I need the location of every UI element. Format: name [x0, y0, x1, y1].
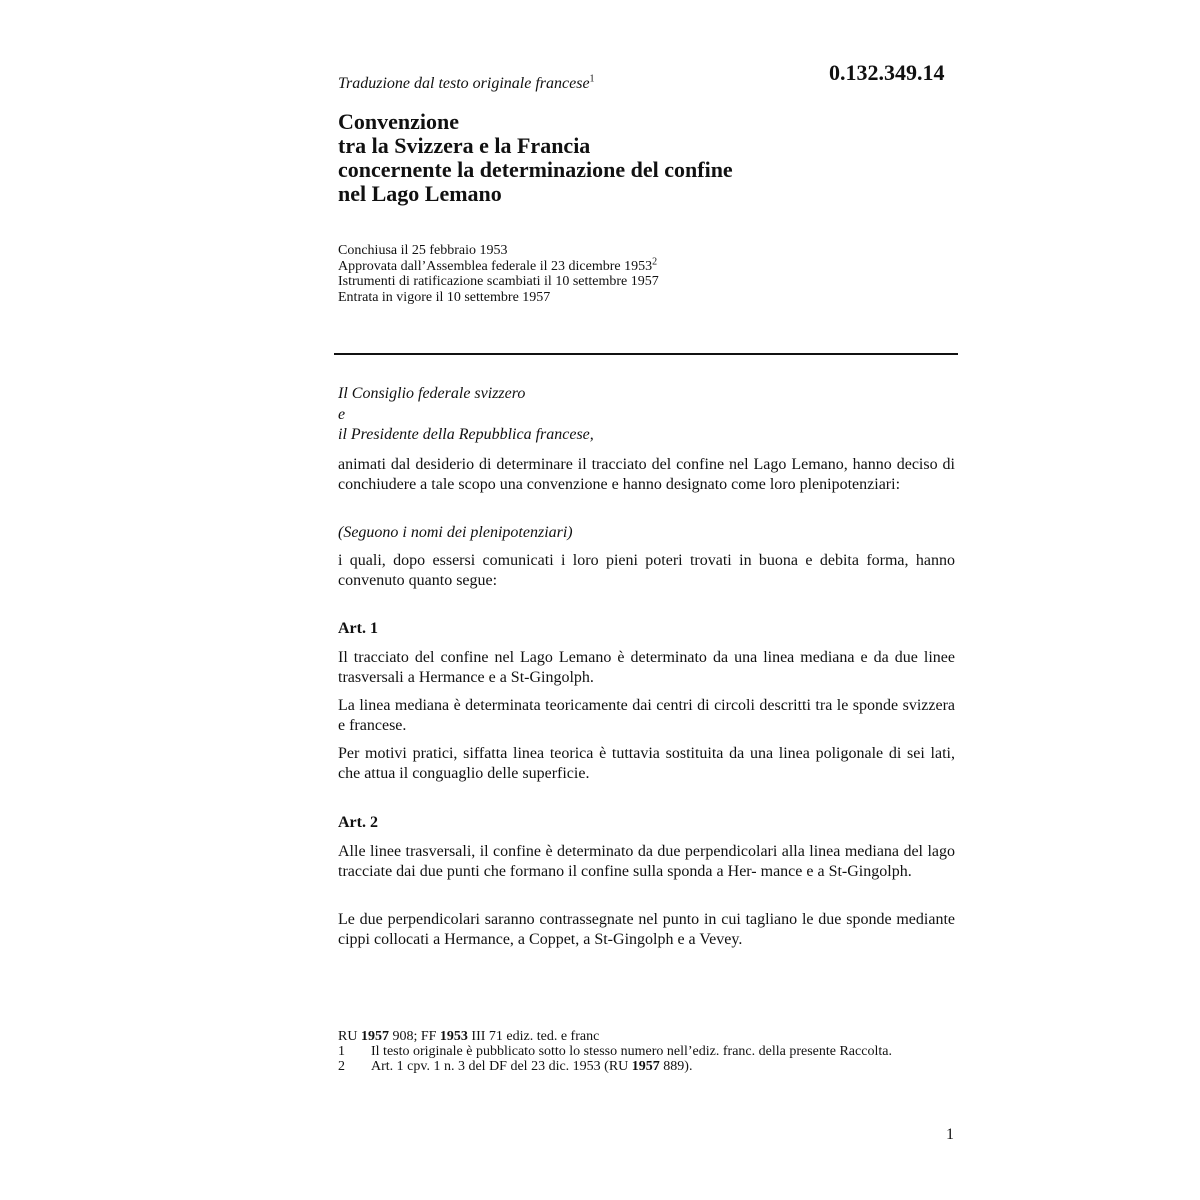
source-ru-year: 1957	[360, 1029, 389, 1044]
article-1-paragraph-2: La linea mediana è determinata teoricamente dai centri di circoli descritti tra le sponde svizzera e francese.	[338, 697, 955, 734]
footnote-1	[338, 1044, 938, 1059]
source-ff-rest: III 71 ediz. ted. e franc	[467, 1029, 600, 1044]
translation-note	[338, 75, 595, 93]
source-reference	[338, 1029, 938, 1044]
party-france: il Presidente della Repubblica francese,	[338, 426, 594, 443]
preamble-paragraph-1: animati dal desiderio di determinare il tracciato del confine nel Lago Lemano, hanno deciso di conchiudere a tale scopo una convenzione e hanno designato come loro plenipotenziari:	[338, 456, 955, 493]
source-ff-year: 1953	[439, 1029, 468, 1044]
section-divider	[334, 353, 958, 355]
sr-number: 0.132.349.14	[829, 60, 945, 85]
source-ru-page: 908; FF	[388, 1029, 440, 1044]
article-1-heading: Art. 1	[338, 620, 378, 637]
preamble-paragraph-2: i quali, dopo essersi comunicati i loro pieni poteri trovati in buona e debita forma, hanno convenuto quanto segue:	[338, 552, 955, 589]
article-2-paragraph-2: Le due perpendicolari saranno contrassegnate nel punto in cui tagliano le due sponde mediante cippi collocati a Hermance, a Coppet, a St-Gingolph e a Vevey.	[338, 911, 955, 948]
source-ru-label: RU	[338, 1029, 361, 1044]
title-line-1: Convenzione	[338, 109, 459, 134]
title-line-3: concernente la determinazione del confine	[338, 157, 733, 182]
preamble-parties	[338, 384, 955, 446]
translation-note-text: Traduzione dal testo originale francese	[338, 75, 590, 92]
title-line-2: tra la Svizzera e la Francia	[338, 133, 591, 158]
footnotes	[338, 1029, 938, 1074]
footnote-1-number: 1	[338, 1044, 345, 1059]
article-2-heading: Art. 2	[338, 814, 378, 831]
in-force-date: Entrata in vigore il 10 settembre 1957	[338, 289, 551, 305]
footnote-1-text: Il testo originale è pubblicato sotto lo stesso numero nell’ediz. franc. della presente Raccolta.	[371, 1044, 892, 1059]
approved-date-text: Approvata dall’Assemblea federale il 23 dicembre 1953	[338, 258, 653, 274]
footnote-ref-2[interactable]: 2	[652, 255, 658, 267]
approved-date	[338, 255, 659, 275]
footnote-2-year: 1957	[631, 1059, 660, 1074]
article-1-paragraph-1: Il tracciato del confine nel Lago Lemano è determinato da una linea mediana e da due linee trasversali a Hermance e a St-Gingolph.	[338, 649, 955, 686]
page-number: 1	[946, 1126, 954, 1143]
article-2-paragraph-1: Alle linee trasversali, il confine è determinato da due perpendicolari alla linea mediana del lago tracciate dai due punti che formano il confine sulla sponda a Her- mance e a St-Gingolph.	[338, 843, 955, 880]
party-conjunction: e	[338, 405, 346, 423]
document-title	[338, 110, 733, 206]
footnote-2-text-before: Art. 1 cpv. 1 n. 3 del DF del 23 dic. 1953 (RU	[371, 1059, 632, 1074]
plenipotentiaries-note: (Seguono i nomi dei plenipotenziari)	[338, 524, 573, 541]
footnote-2	[338, 1059, 938, 1074]
footnote-2-text	[371, 1059, 692, 1074]
treaty-dates	[338, 243, 659, 305]
title-line-4: nel Lago Lemano	[338, 181, 502, 206]
party-switzerland: Il Consiglio federale svizzero	[338, 385, 526, 402]
article-1-paragraph-3: Per motivi pratici, siffatta linea teorica è tuttavia sostituita da una linea poligonale di sei lati, che attua il conguaglio delle superficie.	[338, 745, 955, 782]
concluded-date: Conchiusa il 25 febbraio 1953	[338, 243, 508, 258]
footnote-2-text-after: 889).	[659, 1059, 693, 1074]
footnote-2-number: 2	[338, 1059, 345, 1074]
ratification-date: Istrumenti di ratificazione scambiati il 10 settembre 1957	[338, 274, 659, 289]
footnote-ref-1[interactable]: 1	[589, 73, 595, 85]
